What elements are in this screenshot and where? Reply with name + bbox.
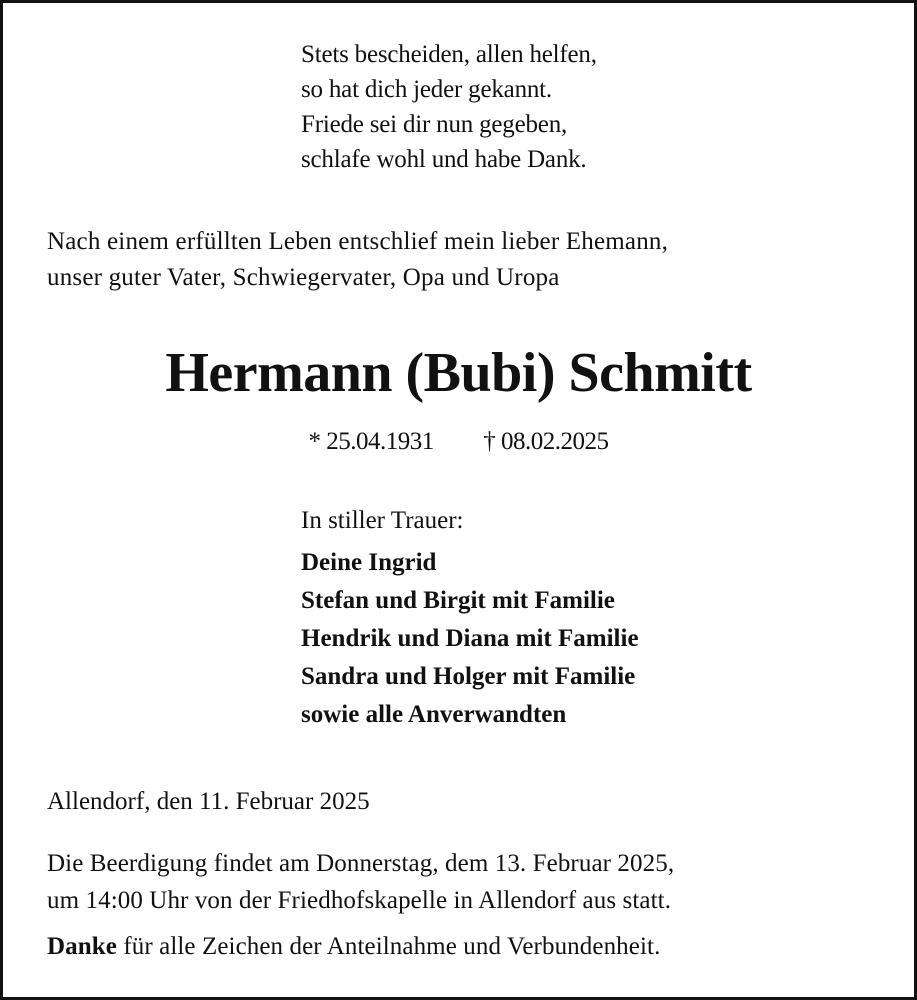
- birth-star-icon: *: [308, 428, 321, 455]
- funeral-line: um 14:00 Uhr von der Friedhofskapelle in Allendorf aus statt.: [47, 887, 672, 914]
- mourners-list: [301, 544, 639, 734]
- poem-line: schlafe wohl und habe Dank.: [301, 146, 587, 173]
- place-and-date: Allendorf, den 11. Februar 2025: [47, 788, 370, 815]
- thanks-text: für alle Zeichen der Anteilnahme und Verbundenheit.: [116, 933, 661, 960]
- death-date: 08.02.2025: [501, 428, 609, 455]
- funeral-info: [47, 845, 674, 919]
- mourner-item: Deine Ingrid: [301, 549, 437, 576]
- funeral-line: Die Beerdigung findet am Donnerstag, dem 13. Februar 2025,: [47, 850, 675, 877]
- death-cross-icon: †: [483, 428, 496, 455]
- intro-line: Nach einem erfüllten Leben entschlief mein lieber Ehemann,: [47, 228, 669, 255]
- life-dates: [3, 426, 914, 458]
- memorial-poem: [301, 37, 597, 177]
- mourning-label: In stiller Trauer:: [301, 507, 464, 534]
- mourner-item: Stefan und Birgit mit Familie: [301, 587, 615, 614]
- mourner-item: sowie alle Anverwandten: [301, 701, 567, 728]
- intro-text: [47, 224, 668, 296]
- poem-line: Friede sei dir nun gegeben,: [301, 111, 568, 138]
- mourner-item: Sandra und Holger mit Familie: [301, 663, 636, 690]
- thanks-bold: Danke: [47, 933, 117, 960]
- poem-line: Stets bescheiden, allen helfen,: [301, 41, 597, 68]
- intro-line: unser guter Vater, Schwiegervater, Opa und Uropa: [47, 264, 560, 291]
- birth-date: 25.04.1931: [326, 428, 434, 455]
- deceased-name: Hermann (Bubi) Schmitt: [165, 342, 752, 404]
- poem-line: so hat dich jeder gekannt.: [301, 76, 552, 103]
- thanks-note: [47, 929, 660, 965]
- mourner-item: Hendrik und Diana mit Familie: [301, 625, 639, 652]
